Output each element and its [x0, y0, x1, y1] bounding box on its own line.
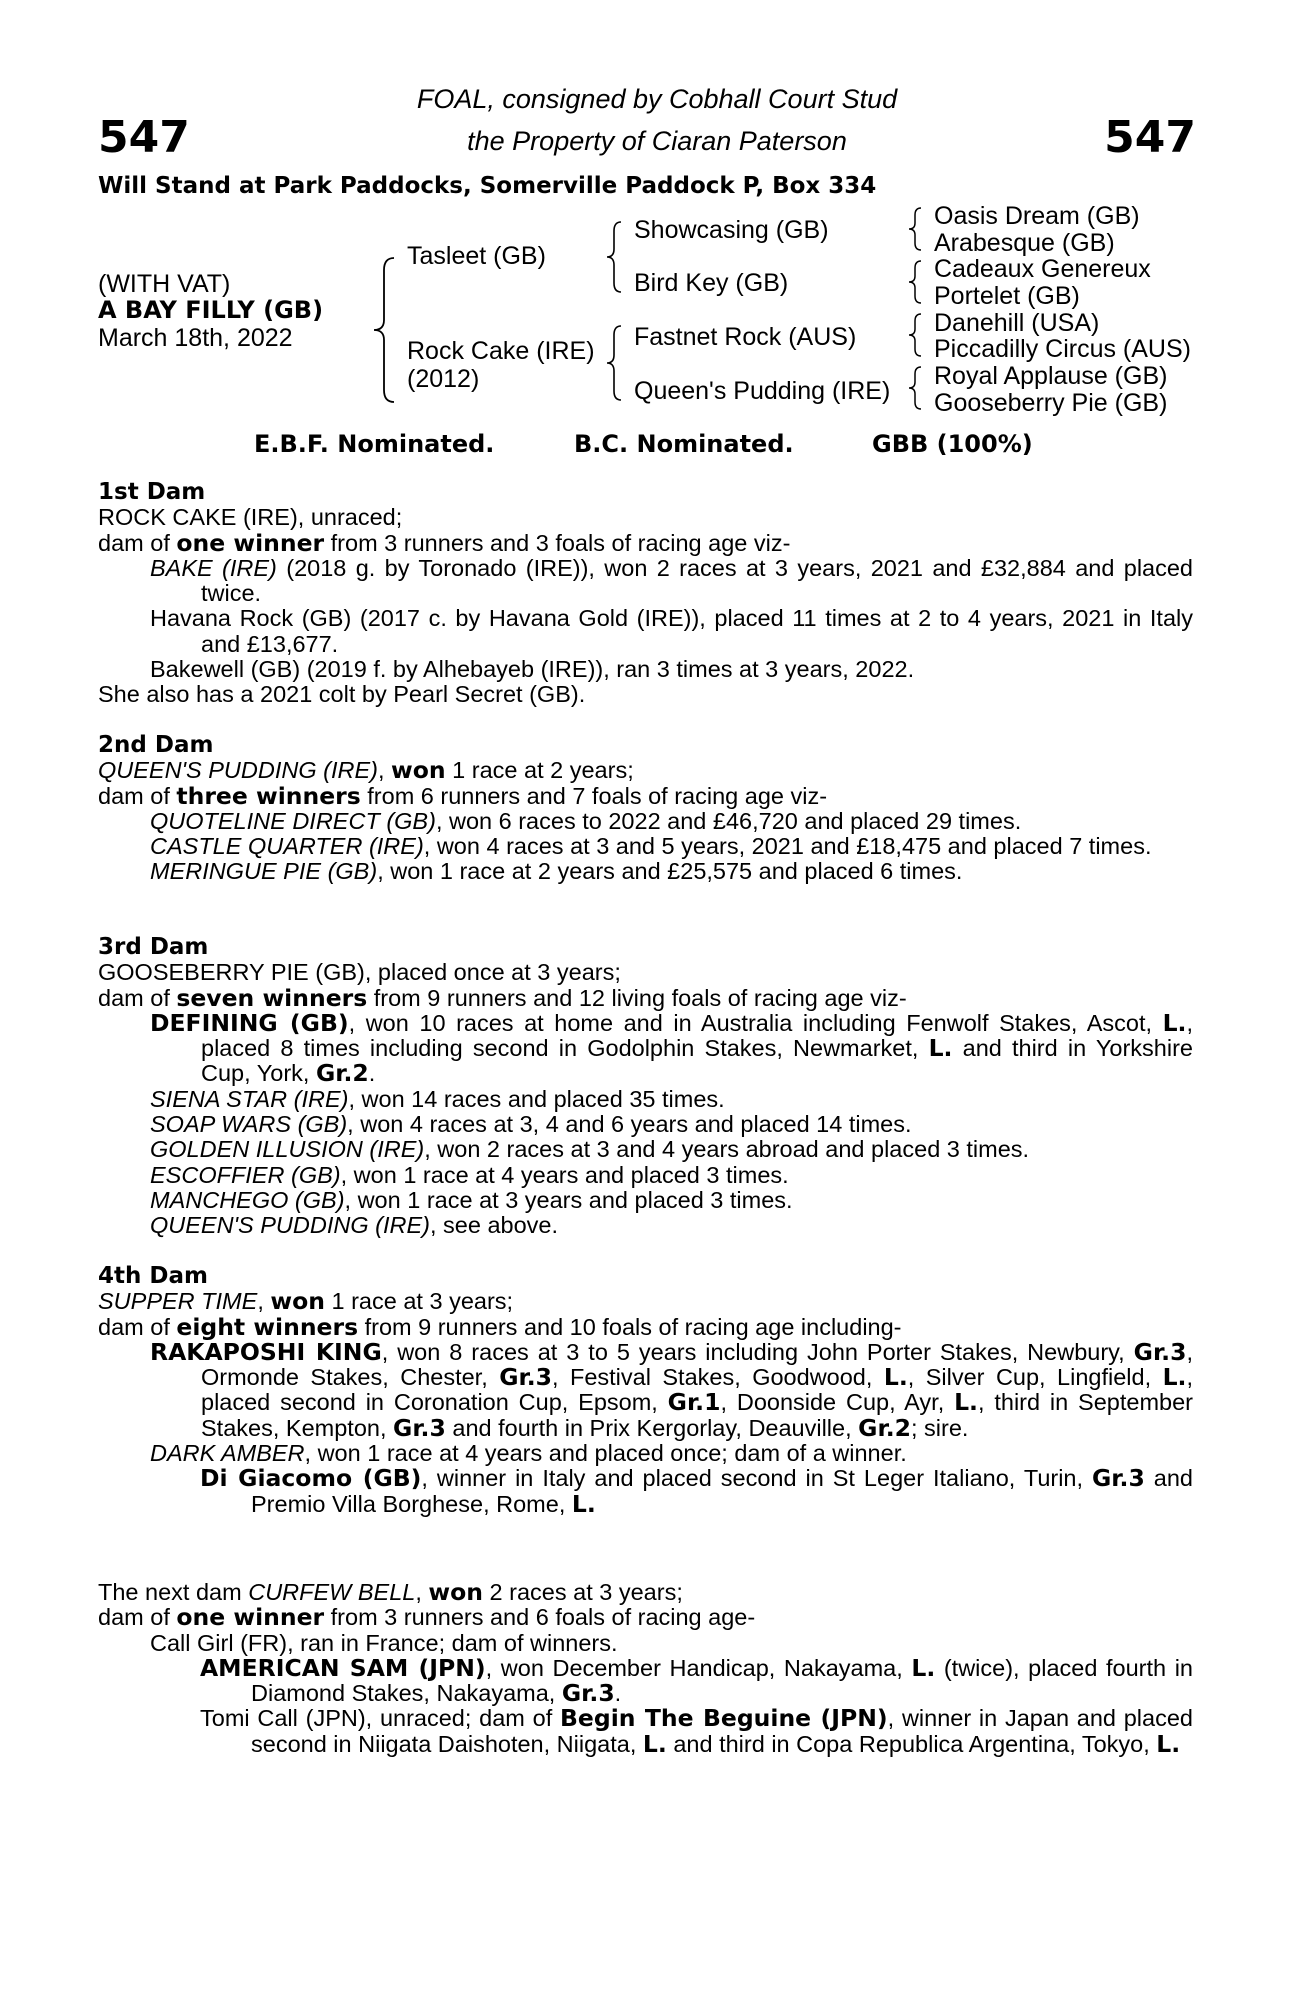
- text-run: three winners: [176, 781, 361, 810]
- dam-year: (2012): [407, 365, 480, 393]
- text-run: , won 10 races at home and in Australia including Fenwolf Stakes, Ascot,: [348, 1009, 1163, 1036]
- horse-name: A BAY FILLY (GB): [98, 296, 324, 324]
- text-run: and third in Yorkshire Cup, York,: [201, 1035, 1193, 1087]
- text-run: won: [270, 1287, 325, 1316]
- text-run: (2018 g. by Toronado (IRE)), won 2 races at 3 years, 2021 and £32,884 and placed twice.: [201, 554, 1194, 607]
- grand-produce-entry: [200, 1653, 1193, 1708]
- text-run: 1 race at 2 years;: [445, 757, 634, 784]
- text-run: , Doonside Cup, Ayr,: [720, 1389, 955, 1416]
- text-run: , won 2 races at 3 and 4 years abroad and placed 3 times.: [424, 1136, 1030, 1163]
- text-run: MERINGUE PIE (GB): [150, 858, 378, 885]
- text-run: ; sire.: [910, 1414, 969, 1441]
- produce-entry: [150, 1441, 1193, 1466]
- text-run: 1 race at 3 years;: [324, 1288, 514, 1315]
- dam-record: [98, 1289, 1193, 1314]
- text-run: Gr.3: [561, 1679, 615, 1708]
- text-run: GOLDEN ILLUSION (IRE): [150, 1136, 425, 1163]
- text-run: BAKE (IRE): [150, 554, 277, 581]
- gen3-7: Royal Applause (GB): [934, 362, 1168, 390]
- dam-record: [98, 1312, 1193, 1341]
- text-run: seven winners: [176, 983, 368, 1012]
- pedigree-brace-3c: [906, 311, 926, 359]
- text-run: Begin The Beguine (JPN): [560, 1704, 888, 1733]
- section-body: [98, 1289, 1193, 1517]
- text-run: Gr.3: [499, 1363, 552, 1392]
- produce-entry: [150, 657, 1193, 682]
- text-run: Gr.2: [858, 1413, 911, 1442]
- text-run: Gr.3: [1092, 1464, 1145, 1493]
- text-run: DARK AMBER: [150, 1440, 305, 1467]
- text-run: Gr.3: [393, 1413, 446, 1442]
- text-run: QUOTELINE DIRECT (GB): [150, 807, 436, 834]
- dam-sire: Fastnet Rock (AUS): [634, 323, 857, 351]
- section-heading: 4th Dam: [98, 1263, 208, 1289]
- text-run: dam of: [98, 1604, 177, 1631]
- fourth-dam-section: [98, 1264, 1193, 1517]
- first-dam-section: [98, 480, 1193, 708]
- produce-entry: [150, 1112, 1193, 1137]
- section-body: [98, 505, 1193, 707]
- section-heading: 2nd Dam: [98, 732, 214, 758]
- text-run: , winner in Italy and placed second in St Leger Italiano, Turin,: [421, 1465, 1092, 1492]
- text-run: , won 4 races at 3, 4 and 6 years and placed 14 times.: [347, 1111, 912, 1138]
- next-dam-section: [98, 1580, 1193, 1757]
- dam: Rock Cake (IRE): [407, 337, 595, 365]
- text-run: L.: [1162, 1008, 1187, 1037]
- text-run: Havana Rock (GB) (2017 c. by Havana Gold (IRE)), placed 11 times at 2 to 4 years, 2021 in Italy and £13,677.: [150, 605, 1193, 657]
- text-run: (twice), placed fourth in Diamond Stakes, Nakayama,: [251, 1654, 1193, 1707]
- text-run: , placed second in Coronation Cup, Epsom,: [201, 1364, 1193, 1416]
- text-run: , won 14 races and placed 35 times.: [348, 1085, 725, 1112]
- pedigree-brace-3d: [906, 364, 926, 412]
- text-run: She also has a 2021 colt by Pearl Secret (GB).: [98, 681, 586, 708]
- dam-record: [98, 781, 1193, 810]
- text-run: AMERICAN SAM (JPN): [200, 1653, 486, 1682]
- gen3-2: Arabesque (GB): [934, 229, 1115, 257]
- produce-entry: [150, 1213, 1193, 1238]
- text-run: , see above.: [429, 1212, 559, 1239]
- text-run: won: [428, 1578, 484, 1606]
- text-run: Di Giacomo (GB): [200, 1464, 422, 1493]
- pedigree-brace-3a: [906, 205, 926, 253]
- gen3-1: Oasis Dream (GB): [934, 202, 1140, 230]
- text-run: from 3 runners and 6 foals of racing age-: [324, 1604, 756, 1631]
- text-run: Gr.1: [667, 1388, 721, 1417]
- dam-record: [98, 960, 1193, 985]
- dam-record: [98, 983, 1193, 1012]
- vat-label: (WITH VAT): [98, 270, 231, 298]
- produce-entry: [150, 1087, 1193, 1112]
- text-run: from 9 runners and 10 foals of racing age including-: [358, 1313, 902, 1340]
- text-run: CURFEW BELL: [248, 1579, 416, 1605]
- text-run: one winner: [176, 1603, 325, 1632]
- text-run: , winner in Japan and placed second in Niigata Daishoten, Niigata,: [251, 1705, 1193, 1757]
- section-body: [98, 960, 1193, 1238]
- section-body: [98, 1580, 1193, 1757]
- text-run: ,: [415, 1579, 429, 1605]
- gen3-5: Danehill (USA): [934, 309, 1100, 337]
- sire-sire: Showcasing (GB): [634, 216, 829, 244]
- grand-produce-entry: [200, 1706, 1193, 1757]
- text-run: from 9 runners and 12 living foals of racing age viz-: [367, 984, 907, 1011]
- text-run: , Ormonde Stakes, Chester,: [201, 1338, 1193, 1391]
- text-run: L.: [954, 1388, 978, 1417]
- text-run: , won 1 race at 4 years and placed once; dam of a winner.: [304, 1440, 907, 1467]
- text-run: L.: [1156, 1729, 1181, 1758]
- text-run: and Premio Villa Borghese, Rome,: [251, 1465, 1193, 1517]
- text-run: SOAP WARS (GB): [150, 1111, 348, 1138]
- text-run: dam of: [98, 984, 177, 1011]
- text-run: ,: [377, 757, 392, 784]
- text-run: L.: [571, 1489, 596, 1518]
- text-run: , placed 8 times including second in Godolphin Stakes, Newmarket,: [201, 1009, 1193, 1062]
- produce-entry: [150, 859, 1193, 884]
- text-run: , won 1 race at 4 years and placed 3 times.: [340, 1161, 789, 1188]
- produce-entry: [150, 1163, 1193, 1188]
- text-run: .: [368, 1060, 376, 1087]
- text-run: and third in Copa Republica Argentina, Tokyo,: [666, 1730, 1157, 1757]
- section-heading: 1st Dam: [98, 479, 206, 505]
- pedigree-brace-3b: [906, 258, 926, 306]
- text-run: DEFINING (GB): [150, 1008, 349, 1037]
- text-run: , won 1 race at 3 years and placed 3 times.: [344, 1186, 793, 1213]
- produce-entry: [150, 809, 1193, 834]
- stabling-line: Will Stand at Park Paddocks, Somerville Paddock P, Box 334: [98, 173, 877, 199]
- text-run: from 3 runners and 3 foals of racing age viz-: [324, 529, 791, 556]
- text-run: ,: [257, 1288, 271, 1315]
- dam-record: [98, 1580, 1193, 1605]
- dam-record: [98, 505, 1193, 530]
- text-run: and fourth in Prix Kergorlay, Deauville,: [445, 1414, 859, 1441]
- text-run: , Festival Stakes, Goodwood,: [552, 1364, 884, 1391]
- text-run: Call Girl (FR), ran in France; dam of winners.: [150, 1629, 618, 1656]
- text-run: L.: [883, 1363, 908, 1392]
- section-heading: 3rd Dam: [98, 934, 209, 960]
- text-run: dam of: [98, 529, 177, 556]
- text-run: , Silver Cup, Lingfield,: [907, 1364, 1163, 1391]
- property-line: the Property of Ciaran Paterson: [467, 126, 847, 156]
- text-run: QUEEN'S PUDDING (IRE): [150, 1212, 430, 1239]
- text-run: ROCK CAKE (IRE), unraced;: [98, 504, 403, 531]
- text-run: Gr.3: [1133, 1337, 1187, 1366]
- text-run: won: [391, 756, 446, 785]
- produce-entry: [150, 556, 1193, 607]
- pedigree-brace-1: [370, 255, 400, 405]
- text-run: GOOSEBERRY PIE (GB), placed once at 3 years;: [98, 959, 621, 986]
- produce-entry: [150, 834, 1193, 859]
- gen3-8: Gooseberry Pie (GB): [934, 389, 1168, 417]
- sire: Tasleet (GB): [407, 242, 546, 270]
- sire-dam: Bird Key (GB): [634, 269, 789, 297]
- text-run: .: [614, 1680, 622, 1707]
- dam-record: [98, 682, 1193, 707]
- text-run: , won 4 races at 3 and 5 years, 2021 and £18,475 and placed 7 times.: [423, 833, 1152, 860]
- produce-entry: [150, 1188, 1193, 1213]
- dam-record: [98, 528, 1193, 557]
- gen3-3: Cadeaux Genereux: [934, 255, 1151, 283]
- produce-entry: [150, 1008, 1193, 1088]
- text-run: Bakewell (GB) (2019 f. by Alhebayeb (IRE)), ran 3 times at 3 years, 2022.: [150, 656, 915, 683]
- text-run: dam of: [98, 782, 177, 809]
- foaling-date: March 18th, 2022: [98, 324, 293, 352]
- text-run: Tomi Call (JPN), unraced; dam of: [200, 1705, 561, 1732]
- text-run: eight winners: [176, 1312, 359, 1341]
- bc-nomination: B.C. Nominated.: [574, 430, 794, 458]
- gbb-status: GBB (100%): [872, 430, 1033, 458]
- text-run: one winner: [176, 528, 325, 557]
- text-run: SUPPER TIME: [98, 1288, 258, 1315]
- text-run: MANCHEGO (GB): [150, 1186, 345, 1213]
- text-run: Gr.2: [315, 1059, 369, 1088]
- text-run: RAKAPOSHI KING: [150, 1337, 382, 1366]
- second-dam-section: [98, 733, 1193, 885]
- text-run: , won 8 races at 3 to 5 years including John Porter Stakes, Newbury,: [381, 1338, 1134, 1365]
- lot-number-left: 547: [98, 112, 190, 163]
- text-run: L.: [642, 1729, 667, 1758]
- pedigree-brace-2a: [604, 219, 626, 295]
- text-run: from 6 runners and 7 foals of racing age viz-: [360, 782, 828, 809]
- dam-record: [98, 758, 1193, 783]
- produce-entry: [150, 1337, 1194, 1442]
- text-run: L.: [911, 1653, 936, 1682]
- text-run: ESCOFFIER (GB): [150, 1161, 341, 1188]
- produce-entry: [150, 606, 1193, 657]
- text-run: , won 6 races to 2022 and £46,720 and placed 29 times.: [435, 807, 1022, 834]
- lot-number-right: 547: [1104, 112, 1196, 163]
- section-body: [98, 758, 1193, 884]
- text-run: 2 races at 3 years;: [483, 1579, 683, 1605]
- text-run: , won 1 race at 2 years and £25,575 and placed 6 times.: [377, 858, 963, 885]
- third-dam-section: [98, 935, 1193, 1239]
- produce-entry: [150, 1137, 1193, 1162]
- text-run: QUEEN'S PUDDING (IRE): [98, 757, 378, 784]
- text-run: , third in September Stakes, Kempton,: [201, 1389, 1194, 1441]
- produce-entry: [150, 1631, 1193, 1656]
- text-run: L.: [1162, 1363, 1187, 1392]
- text-run: L.: [928, 1034, 953, 1063]
- ebf-nomination: E.B.F. Nominated.: [254, 430, 495, 458]
- gen3-4: Portelet (GB): [934, 282, 1080, 310]
- dam-record: [98, 1605, 1193, 1630]
- text-run: , won December Handicap, Nakayama,: [485, 1654, 912, 1681]
- text-run: dam of: [98, 1313, 177, 1340]
- dam-dam: Queen's Pudding (IRE): [634, 377, 891, 405]
- grand-produce-entry: [200, 1466, 1193, 1517]
- text-run: The next dam: [98, 1579, 249, 1605]
- pedigree-brace-2b: [604, 323, 626, 403]
- gen3-6: Piccadilly Circus (AUS): [934, 335, 1191, 363]
- text-run: CASTLE QUARTER (IRE): [150, 833, 424, 860]
- consignor-line: FOAL, consigned by Cobhall Court Stud: [416, 84, 898, 114]
- text-run: SIENA STAR (IRE): [150, 1085, 349, 1112]
